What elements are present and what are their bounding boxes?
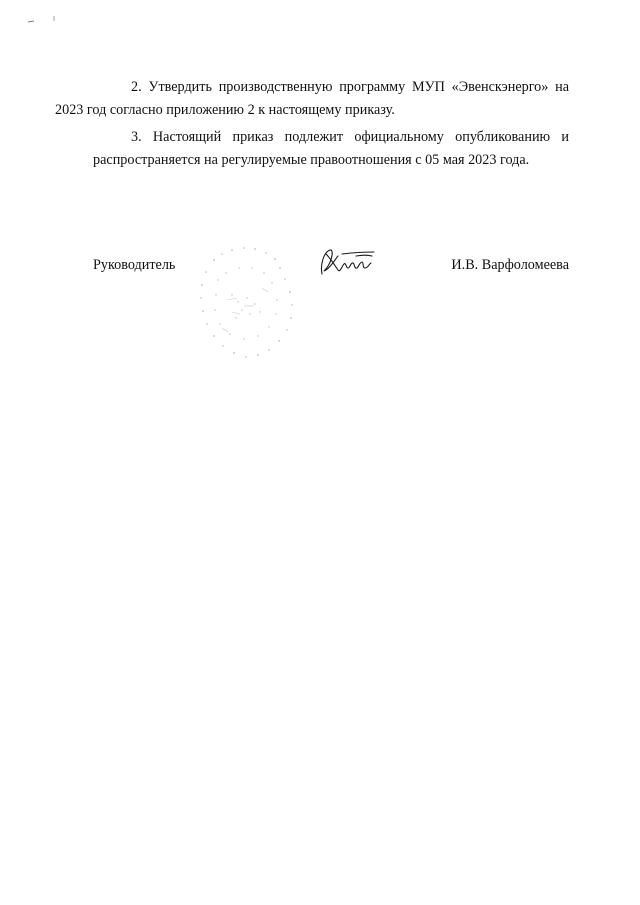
paragraph-2-line-2: 2023 год согласно приложению 2 к настоящему приказу. <box>55 102 395 118</box>
order-body <box>55 76 569 176</box>
paragraph-3 <box>93 126 569 172</box>
signatory-name: И.В. Варфоломеева <box>451 257 569 273</box>
signatory-title: Руководитель <box>93 257 176 273</box>
corner-scan-mark <box>26 12 66 26</box>
paragraph-3-line-2: распространяется на регулируемые правоотношения с 05 мая 2023 года. <box>93 152 530 168</box>
paragraph-3-line-1: 3. Настоящий приказ подлежит официальному опубликованию и <box>131 129 569 145</box>
paragraph-2-line-1: 2. Утвердить производственную программу МУП «Эвенскэнерго» на <box>131 79 569 95</box>
paragraph-2 <box>55 76 569 122</box>
signature-block <box>93 257 569 281</box>
